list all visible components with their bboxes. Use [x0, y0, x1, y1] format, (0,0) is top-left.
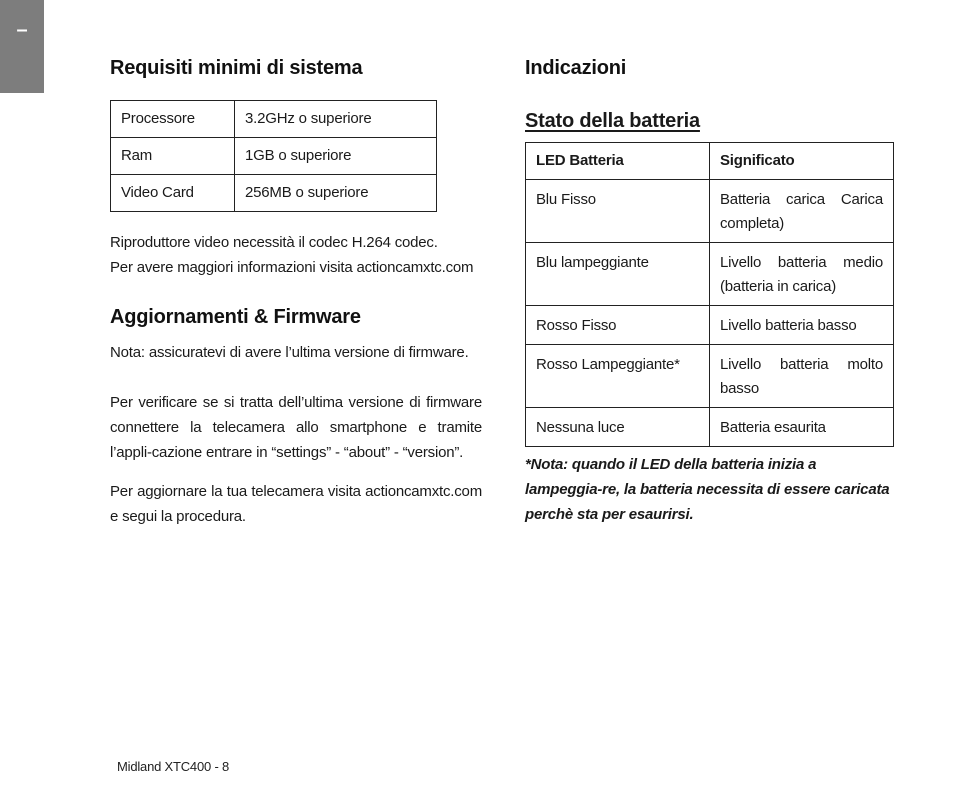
- firmware-title: Aggiornamenti & Firmware: [110, 306, 361, 328]
- table-row: [111, 175, 437, 212]
- led-state: Rosso Lampeggiante*: [526, 345, 710, 408]
- requirement-label: Video Card: [111, 175, 235, 212]
- led-meaning: Batteria carica Carica completa): [710, 180, 894, 243]
- side-tab: [0, 0, 44, 93]
- requirement-label: Ram: [111, 138, 235, 175]
- system-requirements-title: Requisiti minimi di sistema: [110, 57, 363, 79]
- firmware-check-paragraph: Per verificare se si tratta dell’ultima versione di firmware connettere la telecamera allo smartphone e tramite l’appli-cazione entrare in “settings” - “about” - “version”.: [110, 394, 482, 461]
- table-row: [526, 180, 894, 243]
- battery-status-title: Stato della batteria: [525, 110, 700, 132]
- column-header-led: LED Batteria: [526, 143, 710, 180]
- page-footer: Midland XTC400 - 8: [117, 759, 230, 774]
- led-meaning: Livello batteria molto basso: [710, 345, 894, 408]
- led-meaning: Livello batteria medio (batteria in carica): [710, 243, 894, 306]
- led-meaning: Batteria esaurita: [710, 408, 894, 447]
- table-row: [526, 243, 894, 306]
- side-tab-label: –: [16, 19, 28, 41]
- table-row: [111, 101, 437, 138]
- table-header-row: [526, 143, 894, 180]
- led-state: Blu lampeggiante: [526, 243, 710, 306]
- system-requirements-table: [110, 100, 437, 212]
- indications-title: Indicazioni: [525, 57, 627, 79]
- firmware-note: Nota: assicuratevi di avere l’ultima versione di firmware.: [110, 344, 469, 361]
- codec-note: [110, 230, 482, 280]
- codec-note-line2: Per avere maggiori informazioni visita actioncamxtc.com: [110, 259, 474, 276]
- table-row: [526, 306, 894, 345]
- led-meaning: Livello batteria basso: [710, 306, 894, 345]
- requirement-label: Processore: [111, 101, 235, 138]
- table-row: [526, 408, 894, 447]
- table-row: [111, 138, 437, 175]
- requirement-value: 1GB o superiore: [235, 138, 437, 175]
- firmware-update-paragraph: Per aggiornare la tua telecamera visita actioncamxtc.com e segui la procedura.: [110, 483, 482, 525]
- battery-led-table: [525, 142, 894, 447]
- led-state: Rosso Fisso: [526, 306, 710, 345]
- table-row: [526, 345, 894, 408]
- codec-note-line1: Riproduttore video necessità il codec H.264 codec.: [110, 234, 438, 251]
- requirement-value: 256MB o superiore: [235, 175, 437, 212]
- led-state: Nessuna luce: [526, 408, 710, 447]
- battery-footnote: *Nota: quando il LED della batteria inizia a lampeggia-re, la batteria necessita di essere caricata perchè sta per esaurirsi.: [525, 456, 890, 523]
- led-state: Blu Fisso: [526, 180, 710, 243]
- column-header-meaning: Significato: [710, 143, 894, 180]
- requirement-value: 3.2GHz o superiore: [235, 101, 437, 138]
